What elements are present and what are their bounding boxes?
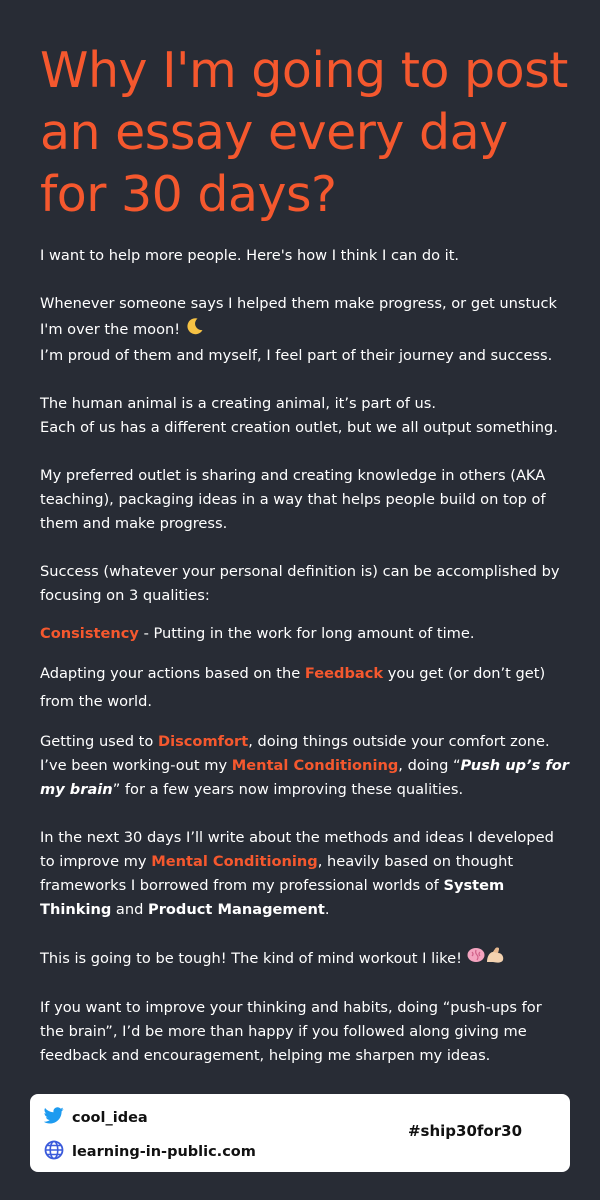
footer-card — [30, 1094, 570, 1172]
discomfort-post: , doing things outside your comfort zone. — [248, 733, 550, 750]
hashtag[interactable]: #ship30for30 — [407, 1122, 522, 1140]
paragraph-mental-conditioning — [40, 754, 570, 802]
keyword-consistency: Consistency — [40, 625, 139, 642]
globe-icon — [44, 1140, 72, 1164]
next-and: and — [111, 901, 149, 918]
paragraph-preferred-outlet: My preferred outlet is sharing and creating knowledge in others (AKA teaching), packaging ideas in a way that helps people build on top of them and make progress. — [40, 467, 546, 532]
keyword-discomfort: Discomfort — [157, 733, 249, 750]
paragraph-creation-outlet: Each of us has a different creation outlet, but we all output something. — [40, 419, 558, 436]
paragraph-creating-animal: The human animal is a creating animal, it’s part of us. — [40, 395, 437, 412]
website-link[interactable]: learning-in-public.com — [72, 1144, 256, 1160]
next-mid: , heavily based on thought frameworks I borrowed from my professional worlds of — [40, 853, 514, 894]
paragraph-helping-text: Whenever someone says I helped them make progress, or get unstuck I'm over the moon! — [40, 295, 557, 338]
keyword-mental-conditioning: Mental Conditioning — [231, 757, 399, 774]
flexed-biceps-icon — [485, 946, 505, 972]
feedback-post: you get (or don’t get) from the world. — [40, 665, 546, 710]
crescent-moon-icon — [185, 316, 205, 344]
paragraph-feedback — [40, 660, 570, 716]
twitter-handle[interactable]: cool_idea — [72, 1109, 148, 1126]
mental-post: ” for a few years now improving these qualities. — [112, 781, 464, 798]
tough-text: This is going to be tough! The kind of mind workout I like! — [40, 950, 462, 967]
keyword-feedback: Feedback — [304, 665, 384, 682]
twitter-bird-icon — [44, 1107, 72, 1128]
paragraph-call-to-action: If you want to improve your thinking and habits, doing “push-ups for the brain”, I’d be more than happy if you followed along giving me feedback and encouragement, helping me sharpen my ideas. — [40, 999, 542, 1064]
mental-mid: , doing “ — [398, 757, 461, 774]
essay-body — [40, 244, 570, 1068]
website-row[interactable] — [44, 1140, 256, 1164]
next-pre: In the next 30 days I’ll write about the methods and ideas I developed to improve my — [40, 829, 554, 870]
mental-pre: I’ve been working-out my — [40, 757, 232, 774]
keyword-product-management: Product Management — [148, 901, 325, 918]
paragraph-helping — [40, 292, 570, 344]
feedback-pre: Adapting your actions based on the — [40, 665, 305, 682]
quote-push-ups: Push up’s for my brain — [40, 757, 569, 798]
twitter-row[interactable] — [44, 1107, 148, 1128]
paragraph-tough — [40, 946, 570, 972]
paragraph-proud: I’m proud of them and myself, I feel part of their journey and success. — [40, 347, 553, 364]
next-end: . — [324, 901, 330, 918]
paragraph-consistency — [40, 622, 570, 646]
paragraph-intro: I want to help more people. Here's how I think I can do it. — [40, 247, 460, 264]
brain-icon — [467, 947, 485, 971]
keyword-system-thinking: System Thinking — [40, 877, 505, 918]
paragraph-success: Success (whatever your personal definition is) can be accomplished by focusing on 3 qualities: — [40, 563, 560, 604]
paragraph-next-30-days — [40, 826, 570, 922]
discomfort-pre: Getting used to — [40, 733, 158, 750]
consistency-description: - Putting in the work for long amount of time. — [138, 625, 475, 642]
paragraph-discomfort — [40, 730, 570, 754]
keyword-mental-conditioning-2: Mental Conditioning — [151, 853, 318, 870]
page-title: Why I'm going to post an essay every day for 30 days? — [40, 42, 568, 223]
